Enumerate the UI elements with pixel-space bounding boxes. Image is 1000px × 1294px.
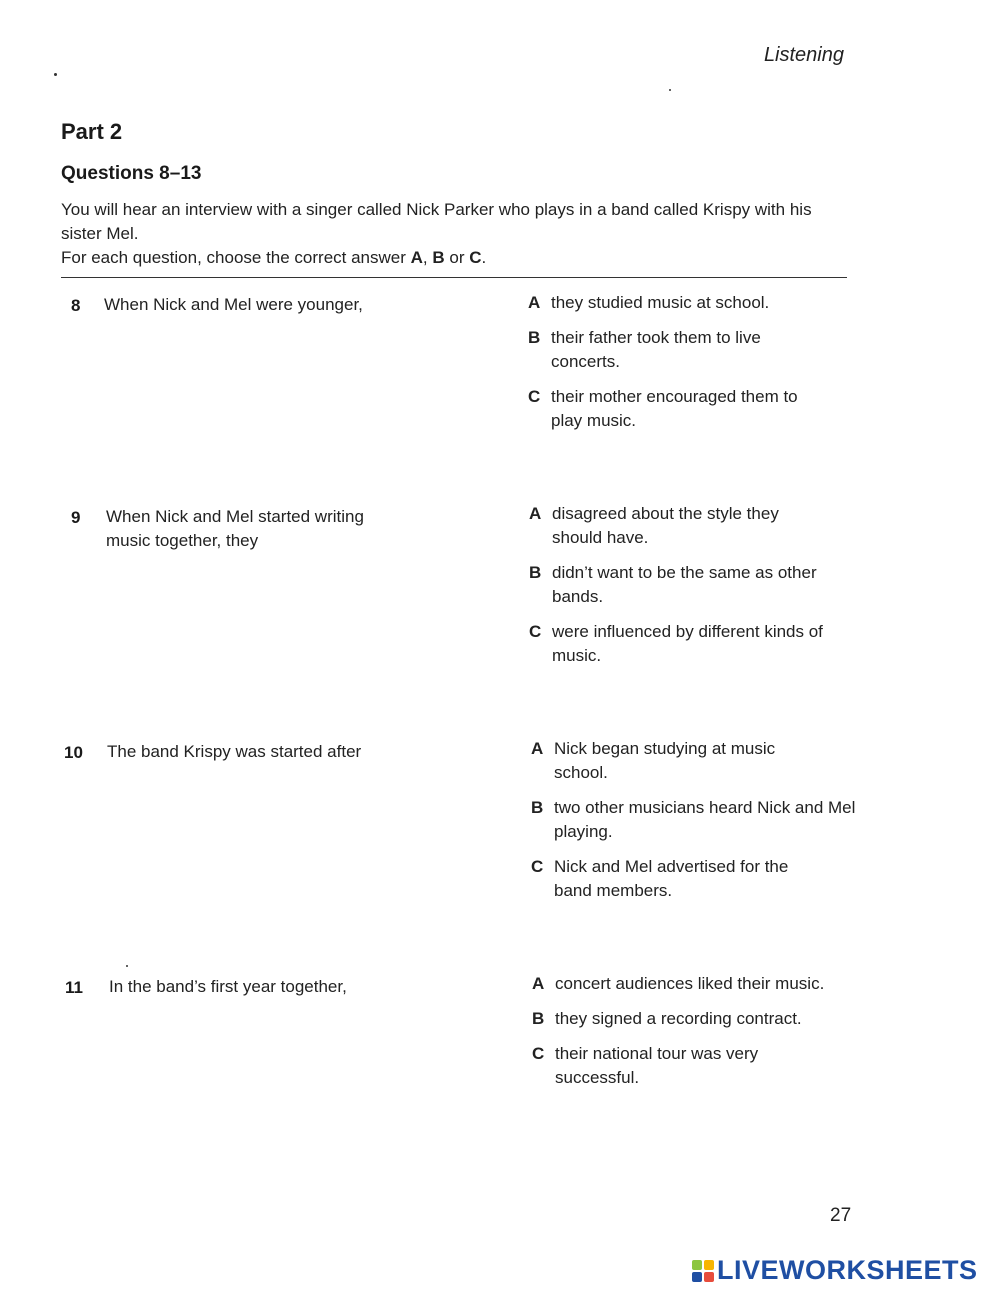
part-title: Part 2 <box>61 119 123 144</box>
answer-option-a[interactable]: A they studied music at school. <box>528 293 770 312</box>
question-stem: When Nick and Mel started writing music together, they <box>106 507 364 550</box>
question-stem: In the band’s first year together, <box>109 977 347 996</box>
answer-option-b[interactable]: B didn’t want to be the same as other bands. <box>529 563 817 606</box>
logo-grid-icon <box>692 1260 714 1282</box>
logo-text: LIVEWORKSHEETS <box>717 1255 978 1285</box>
divider-rule <box>61 277 847 278</box>
questions-range: Questions 8–13 <box>61 163 202 184</box>
scan-speck <box>669 89 671 91</box>
question-number: 11 <box>65 978 83 997</box>
question-number: 10 <box>64 743 83 762</box>
answer-option-c[interactable]: C their mother encouraged them to play music. <box>528 387 798 430</box>
scan-speck <box>54 73 57 76</box>
liveworksheets-logo <box>692 1255 978 1286</box>
answer-option-a[interactable]: A Nick began studying at music school. <box>531 739 776 782</box>
question-stem: When Nick and Mel were younger, <box>104 295 363 314</box>
answer-option-b[interactable]: B they signed a recording contract. <box>532 1009 802 1028</box>
question-number: 8 <box>71 296 81 315</box>
answer-option-a[interactable]: A disagreed about the style they should have. <box>529 504 779 547</box>
answer-option-a[interactable]: A concert audiences liked their music. <box>532 974 825 993</box>
answer-option-b[interactable]: B two other musicians heard Nick and Mel playing. <box>531 798 856 841</box>
answer-option-c[interactable]: C their national tour was very successful. <box>532 1044 759 1087</box>
scan-speck <box>126 965 128 967</box>
question-number: 9 <box>71 508 81 527</box>
intro-line-2: For each question, choose the correct answer A, B or C. <box>61 248 487 267</box>
question-stem: The band Krispy was started after <box>107 742 362 761</box>
answer-option-b[interactable]: B their father took them to live concerts. <box>528 328 761 371</box>
page-number: 27 <box>830 1205 852 1226</box>
answer-option-c[interactable]: C Nick and Mel advertised for the band members. <box>531 857 789 900</box>
instructions <box>61 198 851 270</box>
intro-line-1: You will hear an interview with a singer called Nick Parker who plays in a band called Krispy with his sister Mel. <box>61 200 812 243</box>
answer-option-c[interactable]: C were influenced by different kinds of music. <box>529 622 823 665</box>
section-header: Listening <box>763 44 844 66</box>
